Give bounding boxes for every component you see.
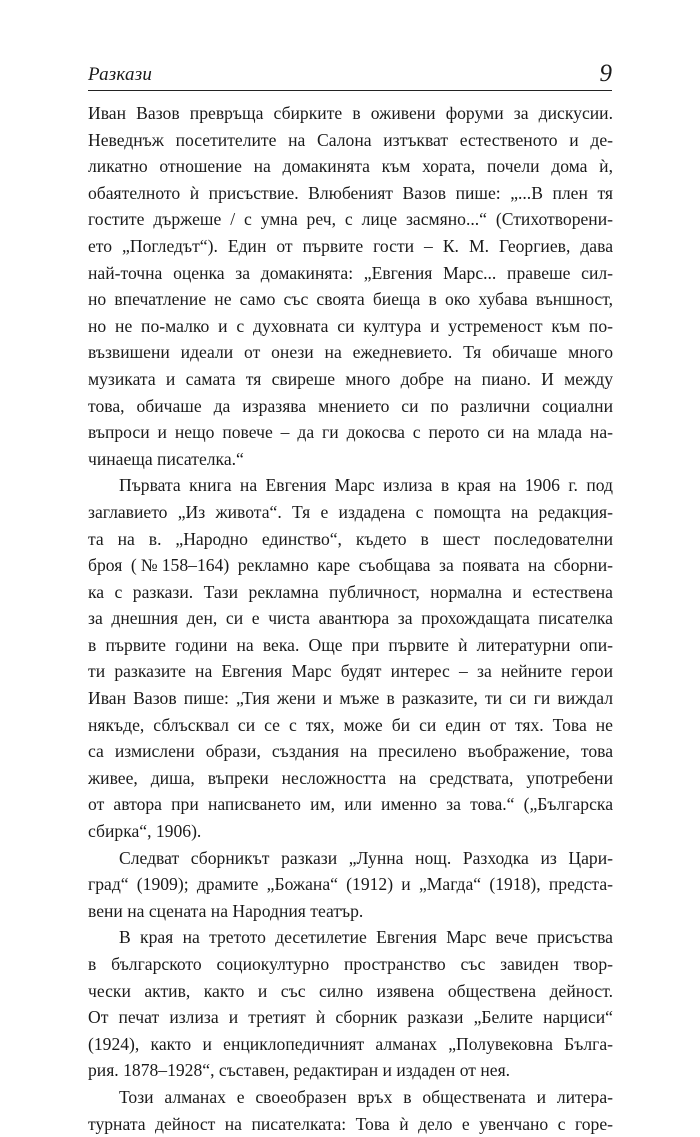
text-line: в българското социокултурно пространство със завиден твор- (88, 954, 613, 974)
text-line: та на в. „Народно единство“, където в шест последователни (88, 528, 613, 549)
section-title: Разкази (88, 64, 153, 85)
text-line: броя (№158–164) рекламно каре съобщава за появата на сборни- (88, 555, 613, 576)
text-line: музиката и самата тя свиреше много добре на пиано. И между (88, 368, 613, 389)
text-line: гостите държеше / с умна реч, с лице засмяно...“ (Стихотворени- (88, 209, 613, 230)
header-rule (88, 90, 612, 91)
paragraph (88, 472, 613, 844)
text-line: това, обичаше да изразява мнението си по различни социални (88, 395, 613, 416)
text-line: някъде, сблъсквал си се с тях, може би си един от тях. Това не (88, 714, 613, 735)
text-line: ти разказите на Евгения Марс будят интерес – за нейните герои (88, 661, 613, 682)
text-line: от автора при написването им, или именно за това.“ („Българска (88, 794, 613, 815)
text-line: са измислени образи, създания на пресилено въображение, това (88, 741, 613, 762)
text-line: възвишени идеали от онези на ежедневието. Тя обичаше много (88, 342, 613, 363)
text-line: Неведнъж посетителите на Салона изтъкват естественото и де- (88, 129, 613, 150)
text-line: От печат излиза и третият ѝ сборник разкази „Белите нарциси“ (88, 1007, 613, 1028)
text-line: въпроси и нещо повече – да ги докосва с перото си на млада на- (88, 422, 613, 443)
text-line: град“ (1909); драмите „Божана“ (1912) и „Магда“ (1918), предста- (88, 874, 613, 895)
text-line: Иван Вазов превръща сбирките в оживени форуми за дискусии. (88, 103, 613, 123)
text-line: ето „Погледът“). Един от първите гости – К. М. Георгиев, дава (88, 235, 613, 256)
text-line: живее, диша, въпреки несложността на средствата, употребени (88, 767, 613, 788)
text-line: Следват сборникът разкази „Лунна нощ. Разходка из Цари- (119, 847, 613, 868)
text-line: сбирка“, 1906). (88, 821, 202, 842)
paragraph (88, 1084, 613, 1137)
text-line: Този алманах е своеобразен връх в обществената и литера- (119, 1086, 613, 1107)
page-number: 9 (599, 60, 612, 87)
text-line: В края на третото десетилетие Евгения Марс вече присъства (119, 927, 613, 948)
text-line: в първите години на века. Още при първите ѝ литературни опи- (88, 634, 613, 655)
text-line: вени на сцената на Народния театър. (88, 900, 364, 921)
text-line: чинаеща писателка.“ (88, 448, 244, 469)
text-line: ка с разкази. Тази рекламна публичност, нормална и естествена (88, 581, 613, 602)
text-line: но впечатление не само със своята биеща в око хубава външност, (88, 289, 613, 310)
text-line: но не по-малко и с духовната си култура и устременост към по- (88, 315, 613, 336)
text-line: най-точна оценка за домакинята: „Евгения Марс... правеше сил- (88, 262, 613, 283)
text-line: за днешния ден, си е чиста авантюра за прохождащата писателка (88, 608, 613, 629)
text-line: турната дейност на писателката: Това ѝ дело е увенчано с горе- (88, 1113, 613, 1134)
text-line: обаятелното ѝ присъствие. Влюбеният Вазов пише: „...В плен тя (88, 182, 613, 203)
running-header (88, 58, 612, 86)
text-line: чески актив, както и със силно изявена обществена дейност. (88, 980, 613, 1001)
text-line: заглавието „Из живота“. Тя е издадена с помощта на редакция- (88, 501, 613, 522)
text-line: рия. 1878–1928“, съставен, редактиран и издаден от нея. (88, 1060, 511, 1081)
text-line: Първата книга на Евгения Марс излиза в края на 1906 г. под (119, 475, 613, 496)
text-line: (1924), както и енциклопедичният алманах „Полувековна Бълга- (88, 1033, 613, 1054)
paragraph (88, 845, 613, 925)
text-line: Иван Вазов пише: „Тия жени и мъже в разказите, ти си ги виждал (88, 688, 613, 709)
paragraph (88, 100, 613, 472)
paragraph (88, 924, 613, 1084)
text-line: ликатно отношение на домакинята към хората, почели дома ѝ, (88, 156, 613, 177)
body-text (88, 100, 613, 1137)
